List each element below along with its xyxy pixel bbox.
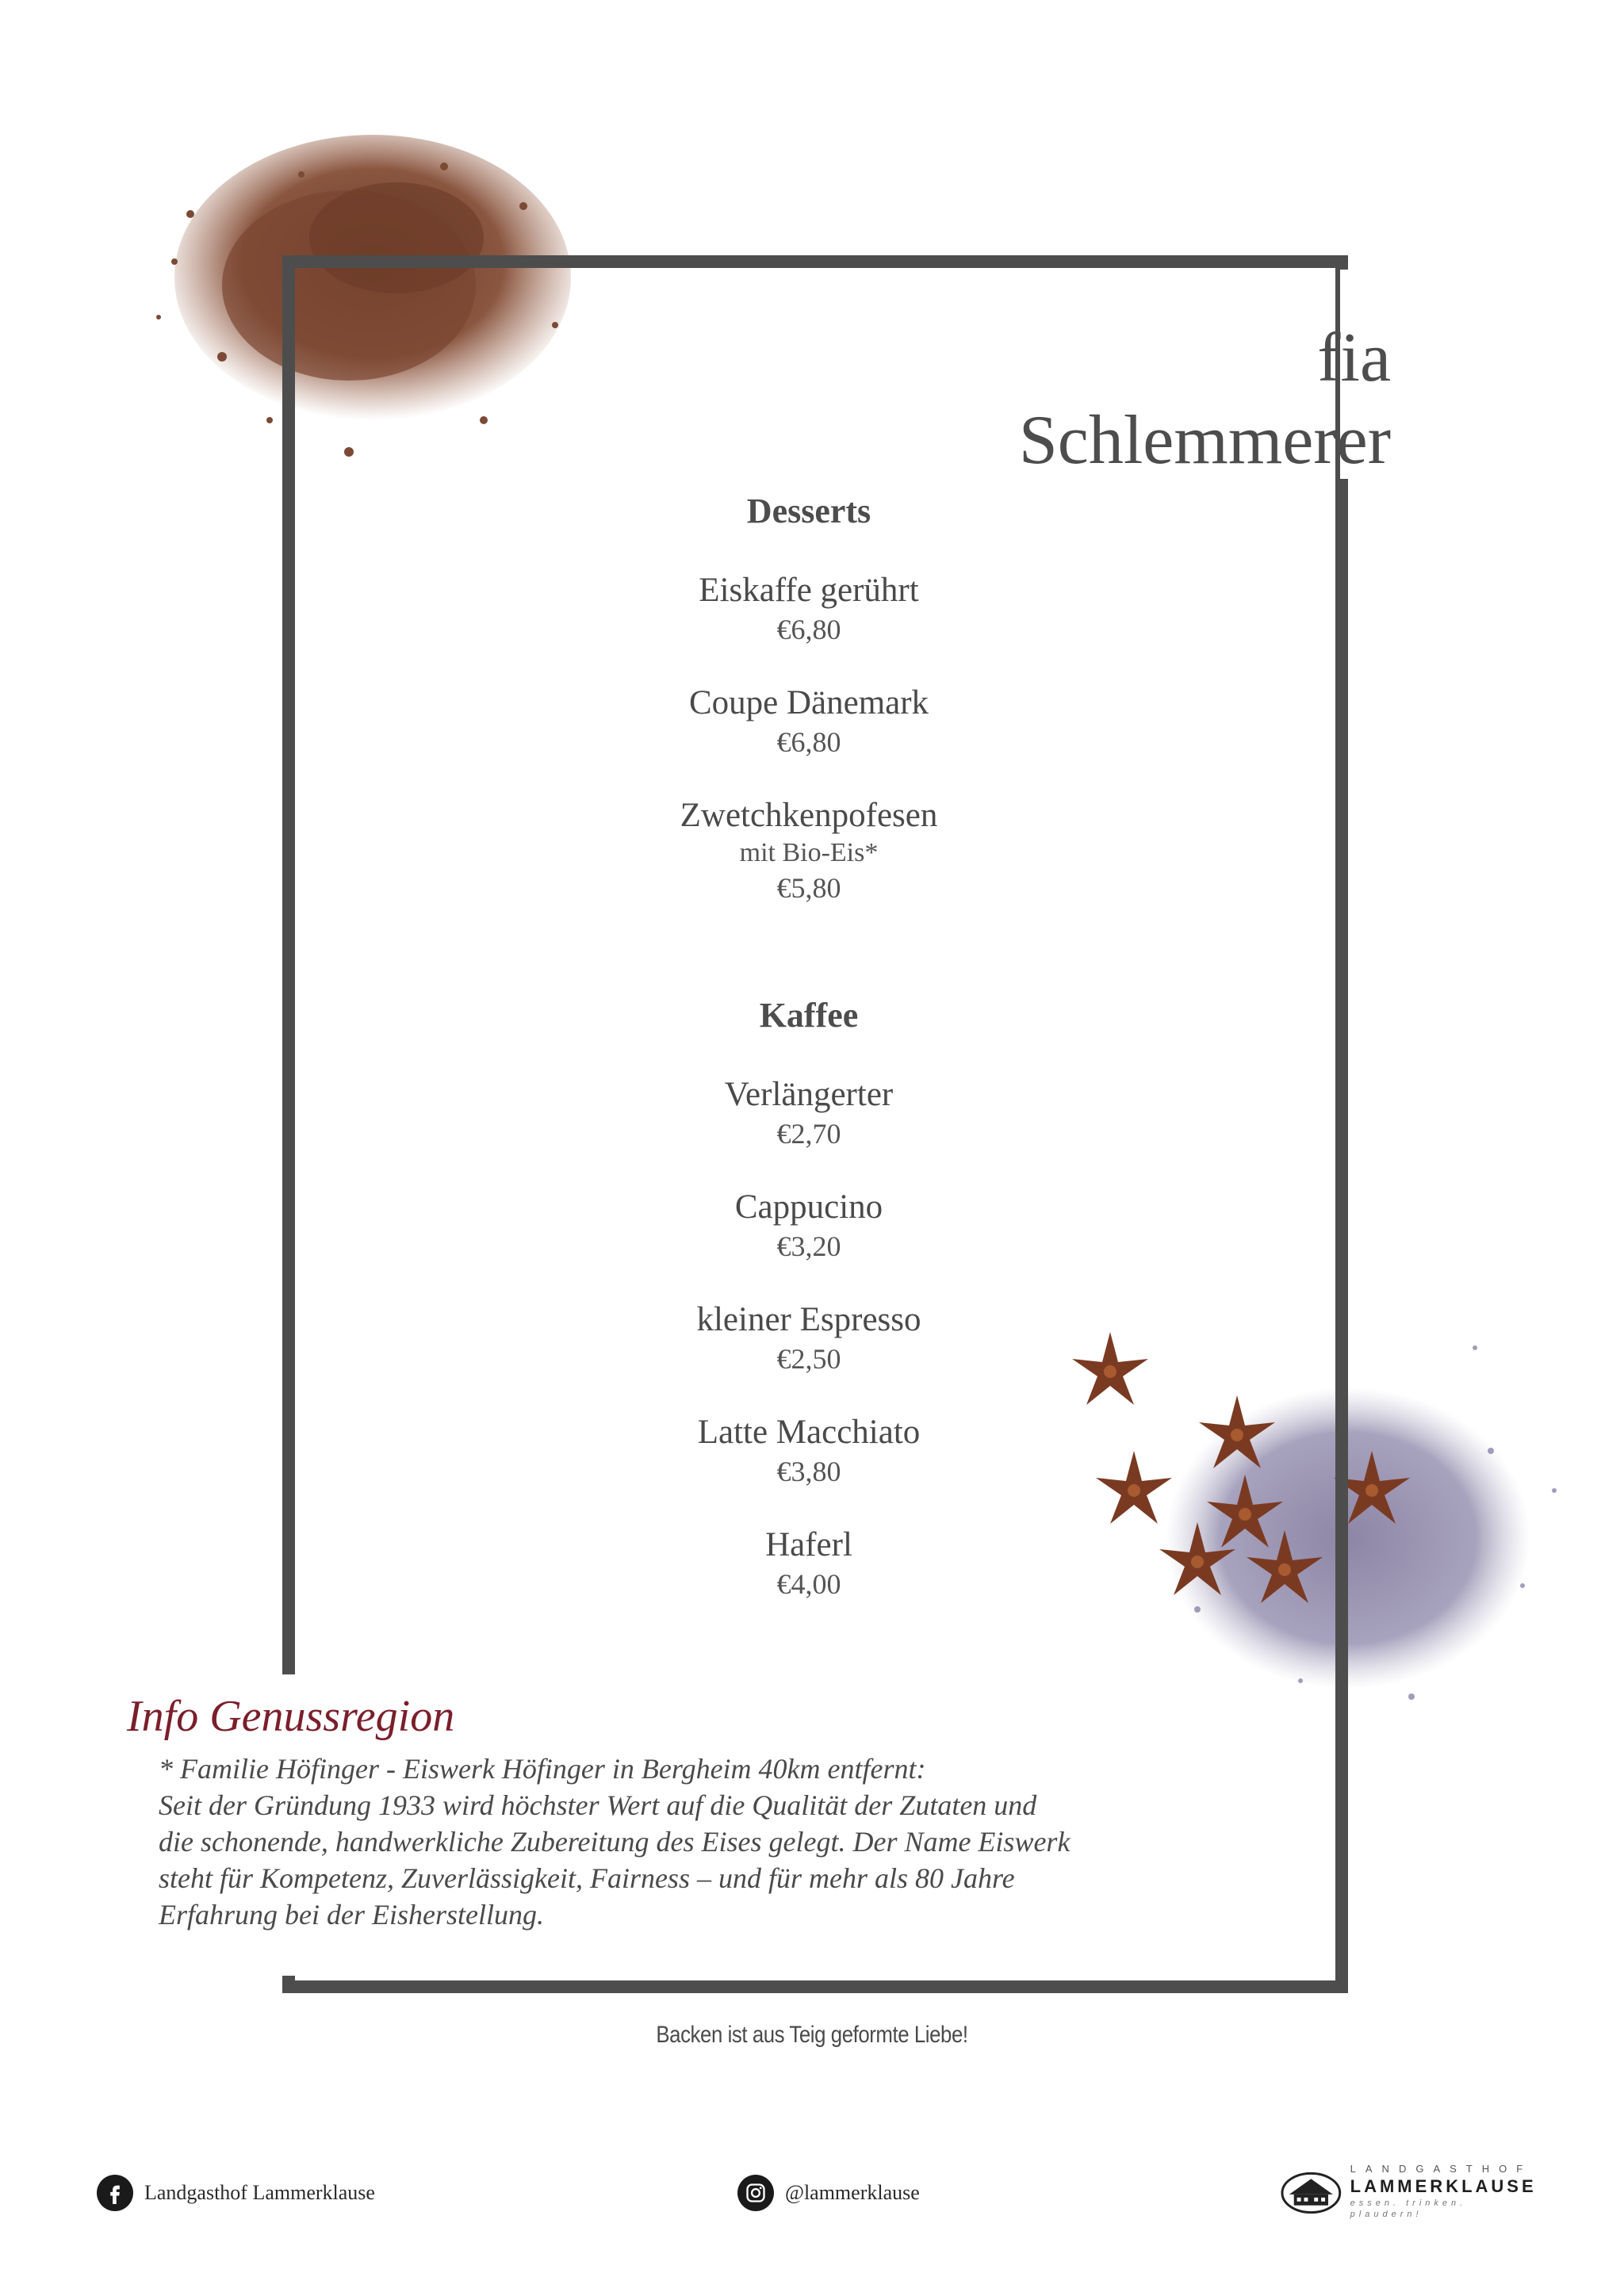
house-emblem-icon	[1280, 2168, 1342, 2215]
title-line-2: Schlemmerer	[1018, 402, 1391, 479]
item-price: €2,70	[776, 1118, 841, 1150]
section-desserts	[492, 488, 1126, 906]
item-name: Coupe Dänemark	[688, 684, 929, 721]
section-title: Desserts	[746, 492, 871, 530]
item-price: €6,80	[776, 726, 841, 758]
item-price: €5,80	[776, 872, 841, 904]
item-price: €6,80	[776, 614, 841, 645]
facebook-icon	[97, 2175, 133, 2211]
page-title	[1019, 317, 1391, 482]
item-price: €3,20	[776, 1230, 841, 1262]
item-price: €3,80	[776, 1456, 841, 1487]
info-line: Seit der Gründung 1933 wird höchster Wert auf die Qualität der Zutaten und	[159, 1789, 1037, 1821]
menu-item	[492, 1299, 1126, 1377]
menu-item	[492, 795, 1126, 906]
title-line-1: fia	[1317, 320, 1391, 396]
facebook-link[interactable]	[97, 2174, 375, 2212]
info-line: steht für Kompetenz, Zuverlässigkeit, Fairness – und für mehr als 80 Jahre	[159, 1862, 1015, 1894]
item-description: mit Bio-Eis*	[739, 838, 879, 867]
info-text	[159, 1751, 1269, 1933]
logo-tagline: essen. trinken. plaudern!	[1350, 2198, 1467, 2219]
item-name: kleiner Espresso	[696, 1301, 921, 1338]
slogan: Backen ist aus Teig geformte Liebe!	[656, 2022, 968, 2048]
instagram-icon	[737, 2175, 774, 2211]
menu-item	[492, 1187, 1126, 1265]
info-line: * Familie Höfinger - Eiswerk Höfinger in Bergheim 40km entfernt:	[159, 1753, 926, 1785]
lammerklause-logo	[1280, 2163, 1542, 2220]
item-name: Eiskaffe gerührt	[699, 572, 919, 609]
menu-item	[492, 1074, 1126, 1152]
item-price: €4,00	[776, 1568, 841, 1600]
menu-item	[492, 570, 1126, 648]
info-title: Info Genussregion	[127, 1692, 455, 1741]
instagram-link[interactable]	[737, 2174, 920, 2212]
logo-small-text: LANDGASTHOF	[1350, 2163, 1533, 2175]
item-name: Haferl	[765, 1526, 852, 1563]
info-line: Erfahrung bei der Eisherstellung.	[159, 1899, 544, 1931]
item-price: €2,50	[776, 1343, 841, 1375]
item-name: Latte Macchiato	[697, 1414, 921, 1451]
logo-big-text: LAMMERKLAUSE	[1350, 2176, 1537, 2196]
menu-item	[492, 1412, 1126, 1490]
instagram-label: @lammerklause	[785, 2181, 920, 2204]
menu-item	[492, 1525, 1126, 1602]
item-name: Zwetchkenpofesen	[680, 797, 938, 834]
item-name: Verlängerter	[724, 1076, 894, 1113]
menu-item	[492, 683, 1126, 760]
info-line: die schonende, handwerkliche Zubereitung des Eises gelegt. Der Name Eiswerk	[159, 1826, 1071, 1858]
item-name: Cappucino	[734, 1188, 883, 1226]
section-title: Kaffee	[759, 996, 859, 1035]
facebook-label: Landgasthof Lammerklause	[144, 2181, 375, 2204]
menu-list	[492, 488, 1126, 1602]
section-kaffee	[492, 992, 1126, 1602]
